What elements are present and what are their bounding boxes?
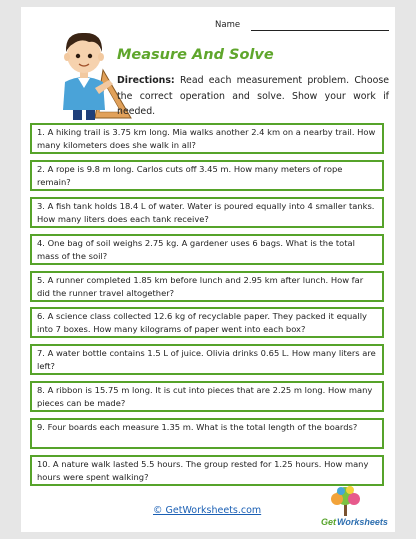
logo-wordmark-get: Get — [321, 517, 337, 527]
question-box: 2. A rope is 9.8 m long. Carlos cuts off 3.45 m. How many meters of rope remain? — [30, 160, 384, 191]
name-line — [251, 30, 389, 31]
question-box: 10. A nature walk lasted 5.5 hours. The group rested for 1.25 hours. How many hours were spent walking? — [30, 455, 384, 486]
directions-text — [117, 73, 389, 120]
footer-copyright-link[interactable]: © GetWorksheets.com — [153, 505, 262, 516]
question-box: 8. A ribbon is 15.75 m long. It is cut into pieces that are 2.25 m long. How many pieces can be made? — [30, 381, 384, 412]
question-box: 5. A runner completed 1.85 km before lunch and 2.95 km after lunch. How far did the runner travel altogether? — [30, 271, 384, 302]
directions-body: Read each measurement problem. Choose the correct operation and solve. Show your work if needed. — [117, 75, 389, 118]
directions-label: Directions: — [117, 75, 175, 86]
question-box: 9. Four boards each measure 1.35 m. What is the total length of the boards? — [30, 418, 384, 449]
question-box: 6. A science class collected 12.6 kg of recyclable paper. They packed it equally into 7 boxes. How many kilograms of paper went into each box? — [30, 307, 384, 338]
question-box: 1. A hiking trail is 3.75 km long. Mia walks another 2.4 km on a nearby trail. How many kilometers does she walk in all? — [30, 123, 384, 154]
logo-wordmark-worksheets: Worksheets — [337, 517, 388, 527]
getworksheets-logo — [315, 484, 388, 528]
name-label: Name — [215, 20, 241, 30]
question-box: 7. A water bottle contains 1.5 L of juice. Olivia drinks 0.65 L. How many liters are left? — [30, 344, 384, 375]
question-box: 4. One bag of soil weighs 2.75 kg. A gardener uses 6 bags. What is the total mass of the soil? — [30, 234, 384, 265]
question-box: 3. A fish tank holds 18.4 L of water. Water is poured equally into 4 smaller tanks. How many liters does each tank receive? — [30, 197, 384, 228]
worksheet-page — [21, 7, 395, 532]
worksheet-title: Measure And Solve — [117, 47, 274, 63]
